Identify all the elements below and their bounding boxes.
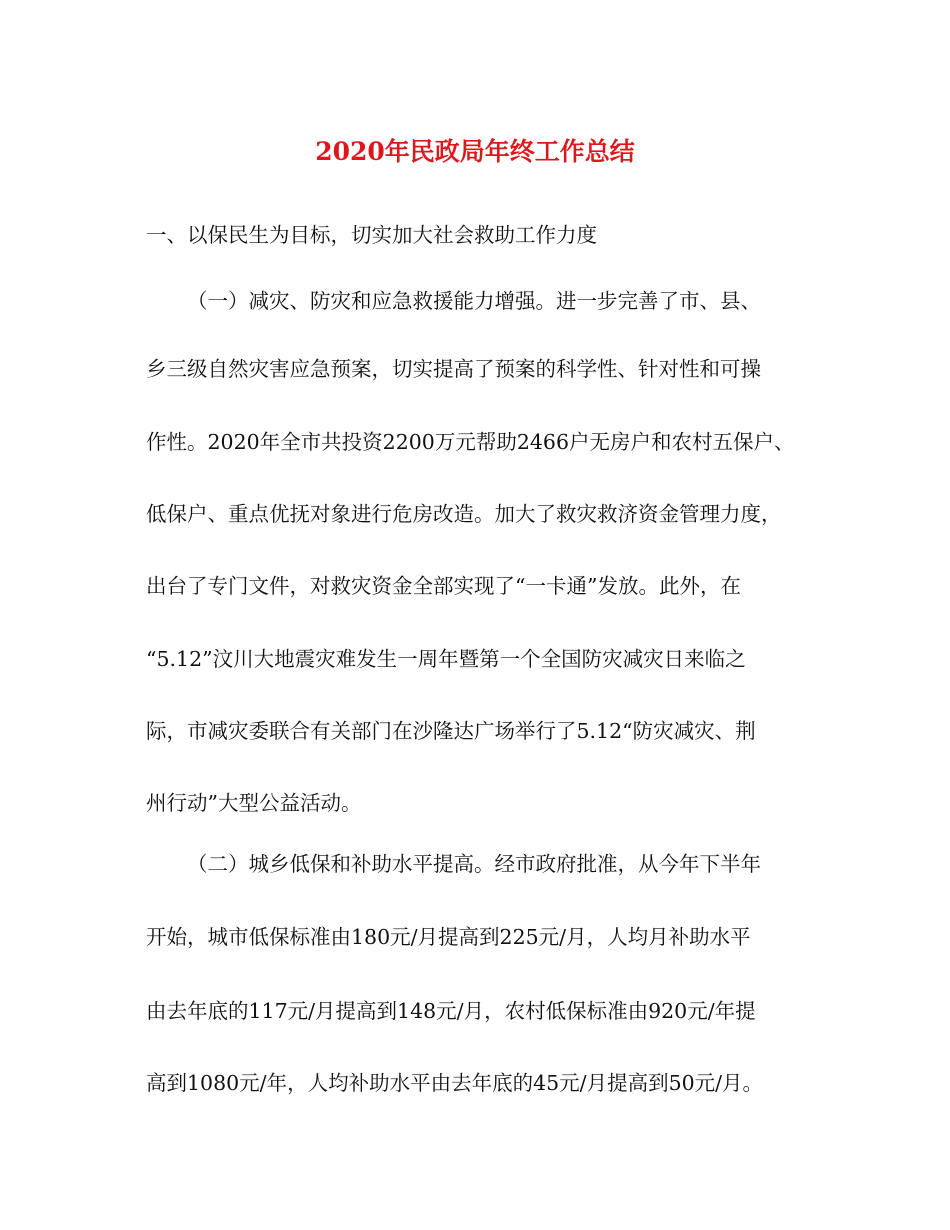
section-heading: 一、以保民生为目标，切实加大社会救助工作力度	[146, 223, 597, 247]
paragraph-2-line-4: 高到1080元/年，人均补助水平由去年底的45元/月提高到50元/月。	[146, 1071, 764, 1095]
paragraph-1-line-6: “5.12”汶川大地震灾难发生一周年暨第一个全国防灾减灾日来临之	[146, 647, 746, 671]
paragraph-1-line-7: 际，市减灾委联合有关部门在沙隆达广场举行了5.12“防灾减灾、荆	[146, 719, 756, 743]
paragraph-2-line-1: （二）城乡低保和补助水平提高。经市政府批准，从今年下半年	[187, 852, 761, 876]
paragraph-1-line-5: 出台了专门文件，对救灾资金全部实现了“一卡通”发放。此外，在	[146, 574, 741, 598]
paragraph-1-line-3: 作性。2020年全市共投资2200万元帮助2466户无房户和农村五保户、	[146, 430, 795, 454]
paragraph-1-line-4: 低保户、重点优抚对象进行危房改造。加大了救灾救济资金管理力度，	[146, 502, 782, 526]
document-title: 2020年民政局年终工作总结	[315, 137, 635, 166]
paragraph-1-line-1: （一）减灾、防灾和应急救援能力增强。进一步完善了市、县、	[187, 289, 761, 313]
paragraph-2-line-3: 由去年底的117元/月提高到148元/月，农村低保标准由920元/年提	[146, 999, 756, 1023]
paragraph-1-line-2: 乡三级自然灾害应急预案，切实提高了预案的科学性、针对性和可操	[146, 357, 761, 381]
paragraph-1-line-8: 州行动”大型公益活动。	[146, 791, 362, 815]
paragraph-2-line-2: 开始，城市低保标准由180元/月提高到225元/月，人均月补助水平	[146, 925, 751, 949]
